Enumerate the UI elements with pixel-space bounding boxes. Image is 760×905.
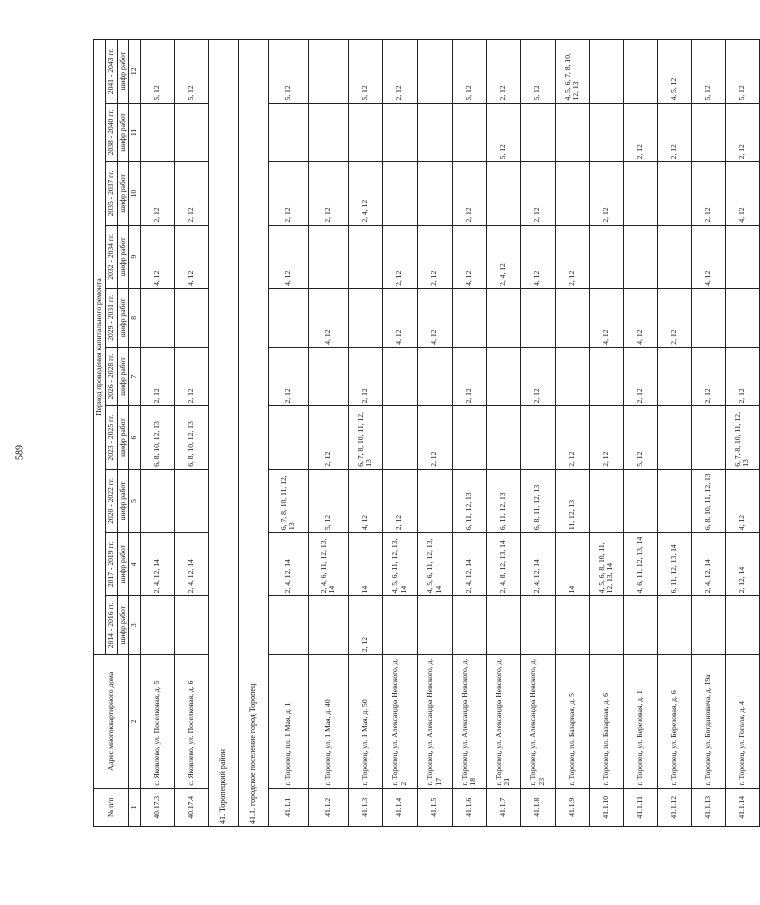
house-address: г. Торопец, ул. 1 Мая, д. 50 [348, 655, 382, 788]
house-address: г. Торопец, ул. Березовая, д. 6 [657, 655, 691, 788]
code-header-cell: шифр работ [117, 40, 129, 104]
work-code-cell [417, 103, 452, 162]
work-code-cell: 6, 8, 10, 11, 12, 13 [691, 469, 725, 532]
work-code-cell: 2, 12 [589, 406, 623, 469]
work-code-cell: 2, 12 [725, 347, 759, 406]
work-code-cell [348, 225, 382, 288]
table-row [417, 40, 452, 827]
work-code-cell: 2, 4, 12, 14 [268, 533, 308, 596]
work-code-cell: 6, 8, 11, 12, 13 [520, 469, 555, 532]
row-number: 41.1.7 [486, 788, 520, 826]
work-code-cell [555, 288, 589, 347]
table-row [174, 40, 208, 827]
work-code-cell: 4, 12 [417, 288, 452, 347]
work-code-cell: 5, 12 [623, 406, 657, 469]
work-code-cell [452, 596, 486, 655]
work-code-cell: 2, 12 [348, 596, 382, 655]
table-row [725, 40, 759, 827]
work-code-cell [520, 103, 555, 162]
work-code-cell [268, 406, 308, 469]
work-code-cell: 2, 12 [140, 347, 174, 406]
column-number: 11 [129, 103, 141, 162]
work-code-cell [174, 103, 208, 162]
num-header: № п/п [94, 788, 129, 826]
table-row [140, 40, 174, 827]
house-address: с. Яковлево, ул. Поселковая, д. 6 [174, 655, 208, 788]
work-code-cell [589, 103, 623, 162]
work-code-cell [382, 103, 417, 162]
table-row [486, 40, 520, 827]
work-code-cell [348, 103, 382, 162]
work-code-cell [452, 406, 486, 469]
work-code-cell [382, 596, 417, 655]
work-code-cell [589, 40, 623, 104]
house-address: с. Яковлево, ул. Поселковая, д. 5 [140, 655, 174, 788]
work-code-cell [623, 469, 657, 532]
work-code-cell [657, 225, 691, 288]
column-number: 4 [129, 533, 141, 596]
work-code-cell: 2, 12 [308, 162, 348, 225]
capital-repair-table-page [93, 39, 751, 827]
work-code-cell: 2, 4, 12, 14 [174, 533, 208, 596]
work-code-cell: 5, 12 [174, 40, 208, 104]
work-code-cell: 2, 12 [657, 103, 691, 162]
row-number: 40.17.4 [174, 788, 208, 826]
table-row [268, 40, 308, 827]
work-code-cell [555, 162, 589, 225]
work-code-cell [589, 469, 623, 532]
work-code-cell: 4, 12 [174, 225, 208, 288]
work-code-cell: 2, 12 [691, 162, 725, 225]
house-address: г. Торопец, ул. Александра Невского, д. 23 [520, 655, 555, 788]
work-code-cell [555, 347, 589, 406]
work-code-cell [486, 406, 520, 469]
work-code-cell: 4, 12 [691, 225, 725, 288]
work-code-cell: 5, 12 [520, 40, 555, 104]
work-code-cell: 4, 12 [725, 162, 759, 225]
work-code-cell [691, 288, 725, 347]
work-code-cell: 4, 12 [348, 469, 382, 532]
work-code-cell: 2, 12 [174, 347, 208, 406]
work-code-cell [657, 469, 691, 532]
work-code-cell: 4, 12 [589, 288, 623, 347]
work-code-cell [691, 596, 725, 655]
work-code-cell: 4, 12 [382, 288, 417, 347]
house-address: г. Торопец, пл. 1 Мая, д. 1 [268, 655, 308, 788]
work-code-cell [417, 596, 452, 655]
row-number: 41.1.8 [520, 788, 555, 826]
table-row [657, 40, 691, 827]
work-code-cell: 6, 11, 12, 13 [452, 469, 486, 532]
work-code-cell: 6, 7, 8, 10, 11, 12, 13 [268, 469, 308, 532]
page-number: 589 [14, 445, 26, 460]
work-code-cell [308, 347, 348, 406]
work-code-cell: 2, 4, 12, 14 [140, 533, 174, 596]
work-code-cell: 6, 7, 8, 10, 11, 12, 13 [725, 406, 759, 469]
column-number: 10 [129, 162, 141, 225]
row-number: 41.1.11 [623, 788, 657, 826]
work-code-cell [382, 347, 417, 406]
work-code-cell: 2, 12 [417, 406, 452, 469]
work-code-cell: 2, 12 [623, 347, 657, 406]
column-number: 9 [129, 225, 141, 288]
period-header-cell: 2035 - 2037 гг. [106, 162, 118, 225]
work-code-cell: 2, 4, 12, 14 [691, 533, 725, 596]
work-code-cell [452, 103, 486, 162]
work-code-cell: 2, 12 [308, 406, 348, 469]
period-header: Период проведения капитального ремонта [94, 40, 106, 655]
work-code-cell: 6, 11, 12, 13 [486, 469, 520, 532]
work-code-cell: 2, 12 [452, 162, 486, 225]
column-number: 6 [129, 406, 141, 469]
work-code-cell [691, 406, 725, 469]
period-header-cell: 2017 - 2019 гг. [106, 533, 118, 596]
work-code-cell: 2, 12 [555, 225, 589, 288]
work-code-cell [725, 288, 759, 347]
work-code-cell [657, 406, 691, 469]
work-code-cell: 4, 5, 6, 8, 10, 11, 12, 13, 14 [589, 533, 623, 596]
table-row [589, 40, 623, 827]
work-code-cell: 14 [555, 533, 589, 596]
work-code-cell: 2, 12 [623, 103, 657, 162]
code-header-cell: шифр работ [117, 347, 129, 406]
code-header-cell: шифр работ [117, 469, 129, 532]
row-number: 41.1.9 [555, 788, 589, 826]
work-code-cell: 2, 4, 12, 14 [520, 533, 555, 596]
column-number: 7 [129, 347, 141, 406]
work-code-cell: 2, 12 [268, 347, 308, 406]
work-code-cell [308, 596, 348, 655]
work-code-cell: 2, 4, 12 [486, 225, 520, 288]
work-code-cell [140, 288, 174, 347]
column-number: 5 [129, 469, 141, 532]
house-address: г. Торопец, ул. Гоголя, д. 4 [725, 655, 759, 788]
work-code-cell [308, 225, 348, 288]
house-address: г. Торопец, ул. Александра Невского, д. 2 [382, 655, 417, 788]
period-header-cell: 2038 - 2040 гг. [106, 103, 118, 162]
work-code-cell: 2, 12 [174, 162, 208, 225]
work-code-cell [657, 596, 691, 655]
work-code-cell: 2, 12 [140, 162, 174, 225]
work-code-cell [308, 103, 348, 162]
table-row [308, 40, 348, 827]
work-code-cell [382, 406, 417, 469]
work-code-cell [725, 225, 759, 288]
work-code-cell [691, 103, 725, 162]
code-header-cell: шифр работ [117, 103, 129, 162]
row-number: 41.1.4 [382, 788, 417, 826]
house-address: г. Торопец, ул. Александра Невского, д. 17 [417, 655, 452, 788]
work-code-cell [555, 596, 589, 655]
work-code-cell: 6, 8, 10, 12, 13 [174, 406, 208, 469]
work-code-cell: 4, 12 [520, 225, 555, 288]
code-header-cell: шифр работ [117, 406, 129, 469]
row-number: 41.1.10 [589, 788, 623, 826]
code-header-cell: шифр работ [117, 596, 129, 655]
column-number: 12 [129, 40, 141, 104]
work-code-cell: 2, 4, 12, 14 [452, 533, 486, 596]
work-code-cell [589, 596, 623, 655]
work-code-cell [623, 40, 657, 104]
settlement-heading: 41.1. городское поселение город Торопец [238, 40, 268, 827]
row-number: 41.1.3 [348, 788, 382, 826]
work-code-cell: 2, 12 [520, 347, 555, 406]
work-code-cell [268, 288, 308, 347]
work-code-cell [555, 103, 589, 162]
work-code-cell: 5, 12 [691, 40, 725, 104]
work-code-cell: 2, 12 [417, 225, 452, 288]
table-row [452, 40, 486, 827]
table-row [348, 40, 382, 827]
work-code-cell: 2, 12, 14 [725, 533, 759, 596]
period-header-cell: 2032 - 2034 гг. [106, 225, 118, 288]
work-code-cell [623, 225, 657, 288]
period-header-cell: 2029 - 2031 гг. [106, 288, 118, 347]
work-code-cell: 6, 8, 10, 12, 13 [140, 406, 174, 469]
work-code-cell [417, 40, 452, 104]
work-code-cell: 4, 5, 6, 11, 12, 13, 14 [382, 533, 417, 596]
work-code-cell [174, 469, 208, 532]
work-code-cell [140, 469, 174, 532]
work-code-cell: 2, 12 [520, 162, 555, 225]
work-code-cell: 2, 12 [657, 288, 691, 347]
capital-repair-schedule-table [93, 39, 760, 827]
column-number: 3 [129, 596, 141, 655]
work-code-cell [486, 596, 520, 655]
work-code-cell: 2, 12 [268, 162, 308, 225]
work-code-cell: 4, 12 [452, 225, 486, 288]
period-header-cell: 2023 - 2025 гг. [106, 406, 118, 469]
table-row [382, 40, 417, 827]
row-number: 40.17.3 [140, 788, 174, 826]
table-row [555, 40, 589, 827]
work-code-cell: 6, 7, 8, 10, 11, 12, 13 [348, 406, 382, 469]
house-address: г. Торопец, ул. 1 Мая, д. 40 [308, 655, 348, 788]
work-code-cell [417, 469, 452, 532]
code-header-cell: шифр работ [117, 288, 129, 347]
work-code-cell: 4, 12 [268, 225, 308, 288]
work-code-cell: 2, 12 [382, 225, 417, 288]
work-code-cell: 2, 12 [382, 469, 417, 532]
work-code-cell: 5, 12 [308, 469, 348, 532]
address-header: Адрес многоквартирного дома [94, 655, 129, 788]
section-row [208, 40, 238, 827]
table-body [140, 40, 759, 827]
code-header-cell: шифр работ [117, 533, 129, 596]
work-code-cell: 4, 5, 12 [657, 40, 691, 104]
work-code-cell: 2, 12 [486, 40, 520, 104]
house-address: г. Торопец, ул. Александра Невского, д. 21 [486, 655, 520, 788]
section-row [238, 40, 268, 827]
work-code-cell [382, 162, 417, 225]
work-code-cell: 2, 4, 6, 11, 12, 13, 14 [308, 533, 348, 596]
work-code-cell: 5, 12 [348, 40, 382, 104]
work-code-cell: 11, 12, 13 [555, 469, 589, 532]
work-code-cell [520, 406, 555, 469]
work-code-cell [623, 596, 657, 655]
period-header-cell: 2026 - 2028 гг. [106, 347, 118, 406]
period-header-cell: 2020 - 2022 гг. [106, 469, 118, 532]
row-number: 41.1.13 [691, 788, 725, 826]
work-code-cell: 2, 12 [452, 347, 486, 406]
work-code-cell: 5, 12 [486, 103, 520, 162]
work-code-cell [520, 596, 555, 655]
row-number: 41.1.6 [452, 788, 486, 826]
work-code-cell: 4, 12 [140, 225, 174, 288]
work-code-cell: 2, 12 [725, 103, 759, 162]
table-row [623, 40, 657, 827]
row-number: 41.1.14 [725, 788, 759, 826]
work-code-cell: 2, 12 [691, 347, 725, 406]
work-code-cell [657, 162, 691, 225]
column-number: 2 [129, 655, 141, 788]
work-code-cell [623, 162, 657, 225]
work-code-cell: 2, 12 [348, 347, 382, 406]
work-code-cell: 2, 12 [589, 162, 623, 225]
work-code-cell: 4, 12 [725, 469, 759, 532]
work-code-cell [486, 288, 520, 347]
work-code-cell [520, 288, 555, 347]
work-code-cell: 2, 4, 12 [348, 162, 382, 225]
house-address: г. Торопец, ул. Александра Невского, д. 18 [452, 655, 486, 788]
table-row [691, 40, 725, 827]
work-code-cell: 5, 12 [452, 40, 486, 104]
work-code-cell [452, 288, 486, 347]
house-address: г. Торопец, пл. Базарная, д. 5 [555, 655, 589, 788]
work-code-cell [657, 347, 691, 406]
work-code-cell [486, 347, 520, 406]
work-code-cell: 5, 12 [140, 40, 174, 104]
work-code-cell [725, 596, 759, 655]
work-code-cell: 2, 12 [382, 40, 417, 104]
work-code-cell: 4, 12 [623, 288, 657, 347]
work-code-cell: 14 [348, 533, 382, 596]
work-code-cell: 6, 11, 12, 13, 14 [657, 533, 691, 596]
work-code-cell [308, 40, 348, 104]
table-row [520, 40, 555, 827]
work-code-cell [174, 288, 208, 347]
house-address: г. Торопец, пл. Базарная, д. 6 [589, 655, 623, 788]
row-number: 41.1.1 [268, 788, 308, 826]
house-address: г. Торопец, ул. Березовая, д. 1 [623, 655, 657, 788]
work-code-cell: 4, 5, 6, 11, 12, 13, 14 [417, 533, 452, 596]
code-header-cell: шифр работ [117, 162, 129, 225]
work-code-cell [268, 596, 308, 655]
work-code-cell: 4, 5, 6, 7, 8, 10, 12, 13 [555, 40, 589, 104]
work-code-cell [589, 225, 623, 288]
house-address: г. Торопец, ул. Богдановича, д. 19а [691, 655, 725, 788]
work-code-cell [486, 162, 520, 225]
code-header-cell: шифр работ [117, 225, 129, 288]
work-code-cell: 5, 12 [268, 40, 308, 104]
work-code-cell [268, 103, 308, 162]
work-code-cell: 4, 12 [308, 288, 348, 347]
row-number: 41.1.12 [657, 788, 691, 826]
work-code-cell [417, 162, 452, 225]
work-code-cell: 2, 4, 8, 12, 13, 14 [486, 533, 520, 596]
work-code-cell [417, 347, 452, 406]
column-number: 8 [129, 288, 141, 347]
work-code-cell [174, 596, 208, 655]
row-number: 41.1.2 [308, 788, 348, 826]
work-code-cell [140, 596, 174, 655]
period-header-cell: 2014 - 2016 гг. [106, 596, 118, 655]
work-code-cell [140, 103, 174, 162]
work-code-cell: 5, 12 [725, 40, 759, 104]
district-heading: 41. Торопецкий район [208, 40, 238, 827]
work-code-cell [589, 347, 623, 406]
column-number: 1 [129, 788, 141, 826]
work-code-cell: 4, 6, 11, 12, 13, 14 [623, 533, 657, 596]
period-header-cell: 2041 - 2043 гг. [106, 40, 118, 104]
row-number: 41.1.5 [417, 788, 452, 826]
work-code-cell [348, 288, 382, 347]
work-code-cell: 2, 12 [555, 406, 589, 469]
